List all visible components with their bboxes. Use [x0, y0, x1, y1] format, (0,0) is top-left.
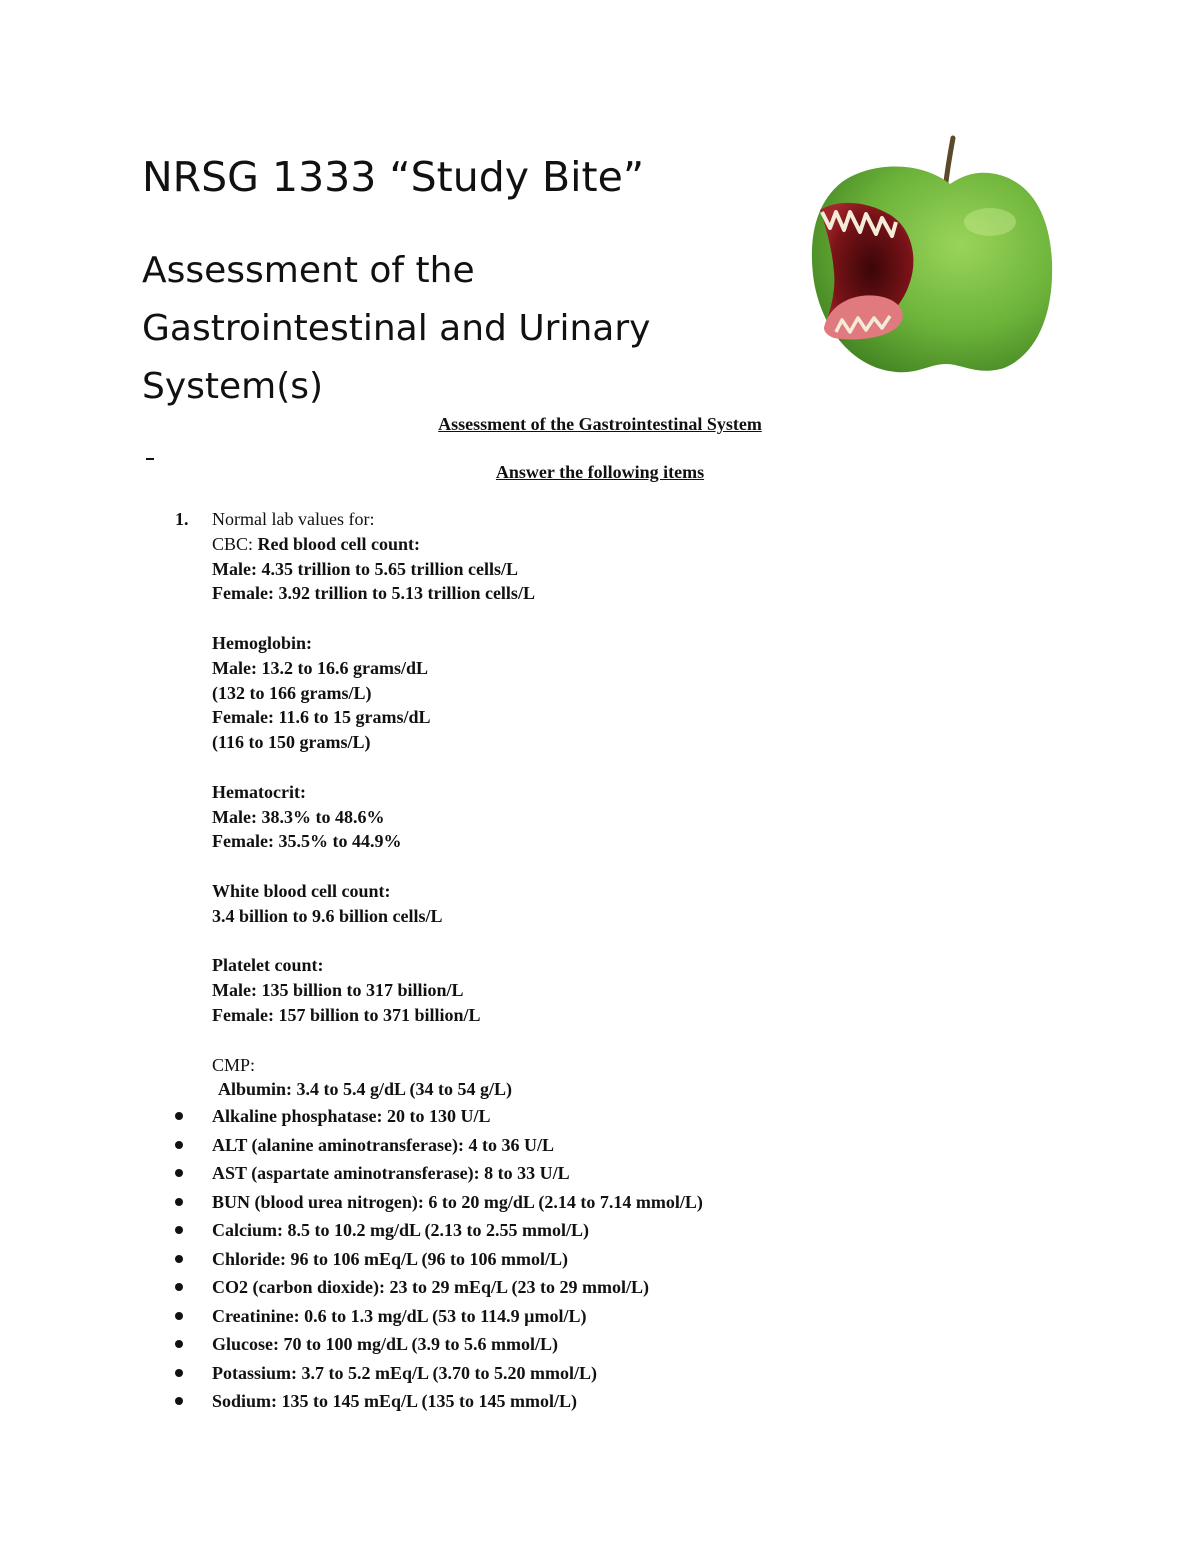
spacer — [212, 854, 1112, 879]
cbc-label: CBC: — [212, 533, 254, 554]
list-item — [212, 1273, 1112, 1302]
cmp-item-text: Calcium: 8.5 to 10.2 mg/dL (2.13 to 2.55 mmol/L) — [212, 1220, 589, 1240]
albumin-value: Albumin: 3.4 to 5.4 g/dL (34 to 54 g/L) — [218, 1079, 513, 1100]
subtitle-line-1: Assessment of the — [142, 250, 475, 291]
item-1-intro-line — [175, 507, 1112, 532]
bullet-icon — [175, 1255, 183, 1263]
cmp-item-text: Sodium: 135 to 145 mEq/L (135 to 145 mmol/L) — [212, 1391, 578, 1411]
list-item — [212, 1159, 1112, 1188]
hgb-female-si: (116 to 150 grams/L) — [212, 732, 371, 753]
rbc-male: Male: 4.35 trillion to 5.65 trillion cells/L — [212, 558, 518, 579]
item-1-intro: Normal lab values for: — [212, 509, 375, 529]
bullet-icon — [175, 1312, 183, 1320]
rbc-title: Red blood cell count: — [257, 533, 421, 554]
cmp-item-text: Potassium: 3.7 to 5.2 mEq/L (3.70 to 5.20 mmol/L) — [212, 1362, 597, 1383]
hct-title: Hematocrit: — [212, 781, 306, 802]
list-item — [212, 1302, 1112, 1331]
cmp-item-text: AST (aspartate aminotransferase): 8 to 33 U/L — [212, 1163, 570, 1183]
hct-male: Male: 38.3% to 48.6% — [212, 806, 385, 827]
spacer — [212, 929, 1112, 954]
bullet-icon — [175, 1169, 183, 1177]
spacer — [212, 1028, 1112, 1053]
list-item — [212, 1102, 1112, 1131]
biting-apple-image — [800, 132, 1060, 382]
list-item — [212, 1359, 1112, 1388]
item-1-content — [175, 507, 1112, 1102]
document-title: NRSG 1333 “Study Bite” — [142, 153, 645, 201]
bullet-icon — [175, 1226, 183, 1234]
hgb-male: Male: 13.2 to 16.6 grams/dL — [212, 657, 428, 678]
cmp-item-text: ALT (alanine aminotransferase): 4 to 36 U/L — [212, 1134, 554, 1155]
bullet-icon — [175, 1369, 183, 1377]
bullet-icon — [175, 1283, 183, 1291]
plt-female: Female: 157 billion to 371 billion/L — [212, 1004, 481, 1025]
subtitle-line-2: Gastrointestinal and Urinary — [142, 308, 651, 349]
cbc-line — [212, 532, 1112, 557]
bullet-icon — [175, 1340, 183, 1348]
cmp-item-text: Creatinine: 0.6 to 1.3 mg/dL (53 to 114.9 µmol/L) — [212, 1305, 587, 1326]
hgb-title: Hemoglobin: — [212, 632, 313, 653]
spacer — [212, 755, 1112, 780]
bullet-icon — [175, 1112, 183, 1120]
subtitle-line-3-text: System(s) — [142, 366, 324, 407]
hgb-female: Female: 11.6 to 15 grams/dL — [212, 707, 431, 728]
wbc-title: White blood cell count: — [212, 880, 391, 901]
list-item — [212, 1188, 1112, 1217]
cmp-item-text: Alkaline phosphatase: 20 to 130 U/L — [212, 1106, 491, 1126]
document-subtitle — [142, 242, 650, 474]
list-item — [212, 1387, 1112, 1416]
cmp-item-text: Chloride: 96 to 106 mEq/L (96 to 106 mmol/L) — [212, 1248, 568, 1269]
item-1-number: 1. — [175, 509, 189, 529]
plt-male: Male: 135 billion to 317 billion/L — [212, 980, 464, 1001]
cmp-item-text: Glucose: 70 to 100 mg/dL (3.9 to 5.6 mmol/L) — [212, 1334, 558, 1354]
cmp-item-text: CO2 (carbon dioxide): 23 to 29 mEq/L (23 to 29 mmol/L) — [212, 1277, 649, 1297]
plt-title: Platelet count: — [212, 955, 324, 976]
cmp-label: CMP: — [212, 1054, 256, 1075]
wbc-value: 3.4 billion to 9.6 billion cells/L — [212, 905, 443, 926]
bullet-icon — [175, 1397, 183, 1405]
spacer — [212, 606, 1112, 631]
cmp-item-text: BUN (blood urea nitrogen): 6 to 20 mg/dL (2.14 to 7.14 mmol/L) — [212, 1191, 703, 1212]
list-item — [212, 1216, 1112, 1245]
list-item — [212, 1330, 1112, 1359]
rbc-female: Female: 3.92 trillion to 5.13 trillion cells/L — [212, 583, 535, 604]
list-item — [212, 1131, 1112, 1160]
section-heading: Assessment of the Gastrointestinal System — [438, 414, 762, 434]
hgb-male-si: (132 to 166 grams/L) — [212, 682, 372, 703]
hct-female: Female: 35.5% to 44.9% — [212, 831, 402, 852]
bullet-icon — [175, 1141, 183, 1149]
section-instruction: Answer the following items — [495, 462, 705, 482]
cmp-bullet-list — [212, 1102, 1112, 1416]
bullet-icon — [175, 1198, 183, 1206]
list-item — [212, 1245, 1112, 1274]
